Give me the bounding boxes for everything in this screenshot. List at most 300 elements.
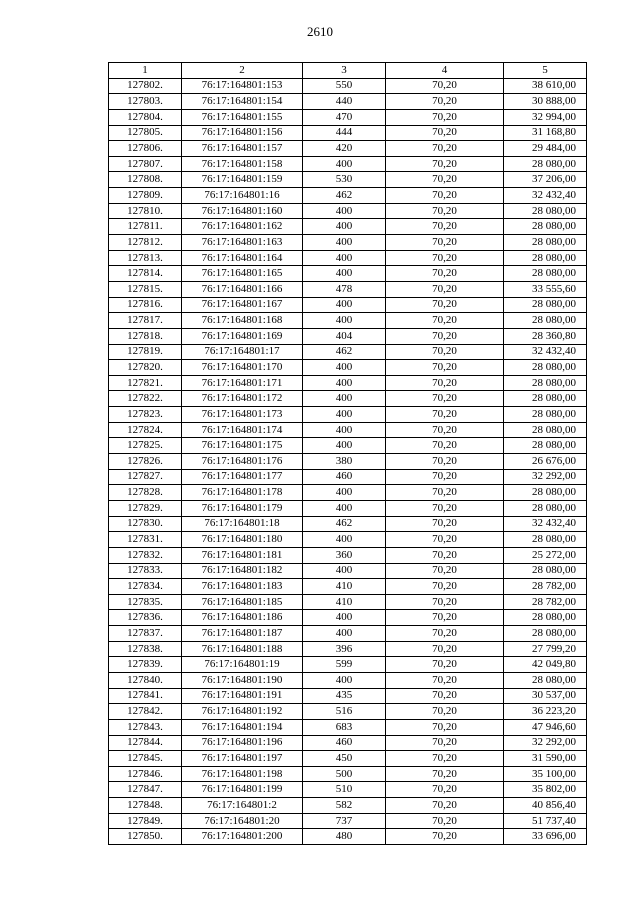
- row-number-cell: 127820.: [109, 360, 182, 376]
- table-row: [109, 281, 587, 297]
- area-cell: 400: [303, 563, 386, 579]
- cadastral-number-cell: 76:17:164801:165: [182, 266, 303, 282]
- cadastral-number-cell: 76:17:164801:187: [182, 626, 303, 642]
- amount-cell: 28 360,80: [504, 328, 587, 344]
- cadastral-number-cell: 76:17:164801:178: [182, 485, 303, 501]
- cadastral-number-cell: 76:17:164801:192: [182, 704, 303, 720]
- row-number-cell: 127850.: [109, 829, 182, 845]
- area-cell: 683: [303, 719, 386, 735]
- area-cell: 440: [303, 94, 386, 110]
- cadastral-number-cell: 76:17:164801:163: [182, 235, 303, 251]
- row-number-cell: 127839.: [109, 657, 182, 673]
- row-number-cell: 127837.: [109, 626, 182, 642]
- rate-cell: 70,20: [386, 532, 504, 548]
- amount-cell: 32 432,40: [504, 344, 587, 360]
- cadastral-number-cell: 76:17:164801:158: [182, 156, 303, 172]
- amount-cell: 32 994,00: [504, 109, 587, 125]
- row-number-cell: 127821.: [109, 375, 182, 391]
- cadastral-number-cell: 76:17:164801:196: [182, 735, 303, 751]
- row-number-cell: 127822.: [109, 391, 182, 407]
- rate-cell: 70,20: [386, 219, 504, 235]
- column-header-2: 2: [182, 63, 303, 79]
- header-row: [109, 63, 587, 79]
- table-row: [109, 344, 587, 360]
- cadastral-number-cell: 76:17:164801:154: [182, 94, 303, 110]
- table-row: [109, 78, 587, 94]
- table-row: [109, 297, 587, 313]
- amount-cell: 32 432,40: [504, 516, 587, 532]
- area-cell: 478: [303, 281, 386, 297]
- cadastral-number-cell: 76:17:164801:171: [182, 375, 303, 391]
- area-cell: 500: [303, 766, 386, 782]
- column-header-3: 3: [303, 63, 386, 79]
- amount-cell: 32 432,40: [504, 188, 587, 204]
- area-cell: 400: [303, 422, 386, 438]
- amount-cell: 30 537,00: [504, 688, 587, 704]
- area-cell: 400: [303, 391, 386, 407]
- column-header-1: 1: [109, 63, 182, 79]
- row-number-cell: 127808.: [109, 172, 182, 188]
- amount-cell: 28 080,00: [504, 422, 587, 438]
- amount-cell: 28 080,00: [504, 500, 587, 516]
- amount-cell: 47 946,60: [504, 719, 587, 735]
- cadastral-number-cell: 76:17:164801:157: [182, 141, 303, 157]
- amount-cell: 27 799,20: [504, 641, 587, 657]
- table-row: [109, 485, 587, 501]
- table-row: [109, 219, 587, 235]
- row-number-cell: 127809.: [109, 188, 182, 204]
- table-row: [109, 156, 587, 172]
- amount-cell: 33 696,00: [504, 829, 587, 845]
- cadastral-number-cell: 76:17:164801:181: [182, 547, 303, 563]
- row-number-cell: 127824.: [109, 422, 182, 438]
- cadastral-number-cell: 76:17:164801:168: [182, 313, 303, 329]
- amount-cell: 40 856,40: [504, 798, 587, 814]
- cadastral-number-cell: 76:17:164801:180: [182, 532, 303, 548]
- row-number-cell: 127812.: [109, 235, 182, 251]
- table-row: [109, 94, 587, 110]
- area-cell: 480: [303, 829, 386, 845]
- area-cell: 444: [303, 125, 386, 141]
- table-row: [109, 641, 587, 657]
- column-header-4: 4: [386, 63, 504, 79]
- amount-cell: 28 080,00: [504, 250, 587, 266]
- row-number-cell: 127823.: [109, 407, 182, 423]
- row-number-cell: 127830.: [109, 516, 182, 532]
- cadastral-number-cell: 76:17:164801:177: [182, 469, 303, 485]
- amount-cell: 35 802,00: [504, 782, 587, 798]
- amount-cell: 32 292,00: [504, 469, 587, 485]
- rate-cell: 70,20: [386, 328, 504, 344]
- amount-cell: 28 080,00: [504, 672, 587, 688]
- rate-cell: 70,20: [386, 516, 504, 532]
- table-row: [109, 125, 587, 141]
- cadastral-number-cell: 76:17:164801:155: [182, 109, 303, 125]
- amount-cell: 28 080,00: [504, 297, 587, 313]
- row-number-cell: 127833.: [109, 563, 182, 579]
- table-row: [109, 813, 587, 829]
- amount-cell: 28 080,00: [504, 407, 587, 423]
- row-number-cell: 127813.: [109, 250, 182, 266]
- area-cell: 435: [303, 688, 386, 704]
- rate-cell: 70,20: [386, 94, 504, 110]
- table-row: [109, 516, 587, 532]
- table-row: [109, 203, 587, 219]
- area-cell: 462: [303, 516, 386, 532]
- rate-cell: 70,20: [386, 485, 504, 501]
- table-row: [109, 657, 587, 673]
- cadastral-number-cell: 76:17:164801:167: [182, 297, 303, 313]
- rate-cell: 70,20: [386, 454, 504, 470]
- amount-cell: 28 080,00: [504, 360, 587, 376]
- amount-cell: 25 272,00: [504, 547, 587, 563]
- area-cell: 737: [303, 813, 386, 829]
- cadastral-number-cell: 76:17:164801:169: [182, 328, 303, 344]
- row-number-cell: 127804.: [109, 109, 182, 125]
- cadastral-number-cell: 76:17:164801:175: [182, 438, 303, 454]
- row-number-cell: 127826.: [109, 454, 182, 470]
- rate-cell: 70,20: [386, 407, 504, 423]
- cadastral-number-cell: 76:17:164801:194: [182, 719, 303, 735]
- rate-cell: 70,20: [386, 657, 504, 673]
- row-number-cell: 127836.: [109, 610, 182, 626]
- rate-cell: 70,20: [386, 141, 504, 157]
- rate-cell: 70,20: [386, 563, 504, 579]
- row-number-cell: 127831.: [109, 532, 182, 548]
- amount-cell: 42 049,80: [504, 657, 587, 673]
- area-cell: 400: [303, 485, 386, 501]
- table-row: [109, 313, 587, 329]
- cadastral-number-cell: 76:17:164801:166: [182, 281, 303, 297]
- table-row: [109, 407, 587, 423]
- row-number-cell: 127842.: [109, 704, 182, 720]
- rate-cell: 70,20: [386, 829, 504, 845]
- amount-cell: 38 610,00: [504, 78, 587, 94]
- cadastral-number-cell: 76:17:164801:185: [182, 594, 303, 610]
- rate-cell: 70,20: [386, 798, 504, 814]
- table-row: [109, 579, 587, 595]
- row-number-cell: 127814.: [109, 266, 182, 282]
- cadastral-number-cell: 76:17:164801:186: [182, 610, 303, 626]
- row-number-cell: 127838.: [109, 641, 182, 657]
- cadastral-number-cell: 76:17:164801:18: [182, 516, 303, 532]
- amount-cell: 29 484,00: [504, 141, 587, 157]
- row-number-cell: 127811.: [109, 219, 182, 235]
- area-cell: 400: [303, 313, 386, 329]
- cadastral-number-cell: 76:17:164801:172: [182, 391, 303, 407]
- row-number-cell: 127816.: [109, 297, 182, 313]
- table-row: [109, 438, 587, 454]
- amount-cell: 28 080,00: [504, 391, 587, 407]
- amount-cell: 28 080,00: [504, 610, 587, 626]
- cadastral-number-cell: 76:17:164801:156: [182, 125, 303, 141]
- area-cell: 404: [303, 328, 386, 344]
- amount-cell: 28 080,00: [504, 266, 587, 282]
- cadastral-number-cell: 76:17:164801:170: [182, 360, 303, 376]
- table-row: [109, 391, 587, 407]
- row-number-cell: 127802.: [109, 78, 182, 94]
- column-header-5: 5: [504, 63, 587, 79]
- rate-cell: 70,20: [386, 281, 504, 297]
- amount-cell: 28 080,00: [504, 438, 587, 454]
- cadastral-number-cell: 76:17:164801:153: [182, 78, 303, 94]
- cadastral-number-cell: 76:17:164801:160: [182, 203, 303, 219]
- area-cell: 400: [303, 156, 386, 172]
- rate-cell: 70,20: [386, 766, 504, 782]
- cadastral-number-cell: 76:17:164801:174: [182, 422, 303, 438]
- rate-cell: 70,20: [386, 719, 504, 735]
- amount-cell: 37 206,00: [504, 172, 587, 188]
- rate-cell: 70,20: [386, 125, 504, 141]
- area-cell: 400: [303, 297, 386, 313]
- row-number-cell: 127818.: [109, 328, 182, 344]
- area-cell: 400: [303, 266, 386, 282]
- table-row: [109, 672, 587, 688]
- rate-cell: 70,20: [386, 469, 504, 485]
- rate-cell: 70,20: [386, 203, 504, 219]
- row-number-cell: 127846.: [109, 766, 182, 782]
- rate-cell: 70,20: [386, 500, 504, 516]
- table-row: [109, 594, 587, 610]
- cadastral-number-cell: 76:17:164801:198: [182, 766, 303, 782]
- row-number-cell: 127829.: [109, 500, 182, 516]
- row-number-cell: 127848.: [109, 798, 182, 814]
- area-cell: 400: [303, 532, 386, 548]
- amount-cell: 35 100,00: [504, 766, 587, 782]
- amount-cell: 31 168,80: [504, 125, 587, 141]
- row-number-cell: 127843.: [109, 719, 182, 735]
- table-row: [109, 172, 587, 188]
- amount-cell: 26 676,00: [504, 454, 587, 470]
- row-number-cell: 127845.: [109, 751, 182, 767]
- row-number-cell: 127810.: [109, 203, 182, 219]
- row-number-cell: 127815.: [109, 281, 182, 297]
- area-cell: 450: [303, 751, 386, 767]
- rate-cell: 70,20: [386, 313, 504, 329]
- rate-cell: 70,20: [386, 626, 504, 642]
- rate-cell: 70,20: [386, 704, 504, 720]
- area-cell: 420: [303, 141, 386, 157]
- table-row: [109, 704, 587, 720]
- table-row: [109, 719, 587, 735]
- rate-cell: 70,20: [386, 344, 504, 360]
- rate-cell: 70,20: [386, 391, 504, 407]
- table-row: [109, 610, 587, 626]
- cadastral-number-cell: 76:17:164801:159: [182, 172, 303, 188]
- rate-cell: 70,20: [386, 438, 504, 454]
- table-row: [109, 547, 587, 563]
- cadastral-number-cell: 76:17:164801:182: [182, 563, 303, 579]
- table-row: [109, 360, 587, 376]
- area-cell: 400: [303, 250, 386, 266]
- area-cell: 400: [303, 610, 386, 626]
- area-cell: 360: [303, 547, 386, 563]
- row-number-cell: 127849.: [109, 813, 182, 829]
- amount-cell: 36 223,20: [504, 704, 587, 720]
- amount-cell: 28 080,00: [504, 313, 587, 329]
- cadastral-number-cell: 76:17:164801:164: [182, 250, 303, 266]
- cadastral-number-cell: 76:17:164801:188: [182, 641, 303, 657]
- table-row: [109, 751, 587, 767]
- cadastral-number-cell: 76:17:164801:190: [182, 672, 303, 688]
- area-cell: 400: [303, 375, 386, 391]
- amount-cell: 28 080,00: [504, 235, 587, 251]
- rate-cell: 70,20: [386, 360, 504, 376]
- amount-cell: 28 080,00: [504, 532, 587, 548]
- table-row: [109, 829, 587, 845]
- amount-cell: 28 080,00: [504, 563, 587, 579]
- rate-cell: 70,20: [386, 813, 504, 829]
- table-row: [109, 454, 587, 470]
- amount-cell: 30 888,00: [504, 94, 587, 110]
- table-row: [109, 766, 587, 782]
- table-row: [109, 563, 587, 579]
- cadastral-number-cell: 76:17:164801:191: [182, 688, 303, 704]
- rate-cell: 70,20: [386, 751, 504, 767]
- cadastral-number-cell: 76:17:164801:176: [182, 454, 303, 470]
- cadastral-number-cell: 76:17:164801:17: [182, 344, 303, 360]
- amount-cell: 33 555,60: [504, 281, 587, 297]
- cadastral-number-cell: 76:17:164801:179: [182, 500, 303, 516]
- amount-cell: 28 080,00: [504, 156, 587, 172]
- cadastral-number-cell: 76:17:164801:19: [182, 657, 303, 673]
- amount-cell: 28 782,00: [504, 594, 587, 610]
- rate-cell: 70,20: [386, 547, 504, 563]
- rate-cell: 70,20: [386, 78, 504, 94]
- area-cell: 470: [303, 109, 386, 125]
- cadastral-number-cell: 76:17:164801:197: [182, 751, 303, 767]
- amount-cell: 28 080,00: [504, 626, 587, 642]
- cadastral-number-cell: 76:17:164801:16: [182, 188, 303, 204]
- table-row: [109, 735, 587, 751]
- table-row: [109, 469, 587, 485]
- amount-cell: 28 080,00: [504, 203, 587, 219]
- table-row: [109, 188, 587, 204]
- row-number-cell: 127806.: [109, 141, 182, 157]
- table-row: [109, 328, 587, 344]
- data-table: [108, 62, 587, 845]
- rate-cell: 70,20: [386, 266, 504, 282]
- area-cell: 396: [303, 641, 386, 657]
- area-cell: 460: [303, 469, 386, 485]
- area-cell: 582: [303, 798, 386, 814]
- table-row: [109, 782, 587, 798]
- rate-cell: 70,20: [386, 641, 504, 657]
- table-row: [109, 375, 587, 391]
- area-cell: 460: [303, 735, 386, 751]
- area-cell: 410: [303, 594, 386, 610]
- area-cell: 462: [303, 188, 386, 204]
- row-number-cell: 127819.: [109, 344, 182, 360]
- row-number-cell: 127847.: [109, 782, 182, 798]
- amount-cell: 51 737,40: [504, 813, 587, 829]
- cadastral-number-cell: 76:17:164801:200: [182, 829, 303, 845]
- table-row: [109, 422, 587, 438]
- area-cell: 550: [303, 78, 386, 94]
- rate-cell: 70,20: [386, 610, 504, 626]
- table-row: [109, 109, 587, 125]
- rate-cell: 70,20: [386, 672, 504, 688]
- area-cell: 530: [303, 172, 386, 188]
- row-number-cell: 127844.: [109, 735, 182, 751]
- row-number-cell: 127841.: [109, 688, 182, 704]
- area-cell: 410: [303, 579, 386, 595]
- area-cell: 599: [303, 657, 386, 673]
- rate-cell: 70,20: [386, 688, 504, 704]
- amount-cell: 32 292,00: [504, 735, 587, 751]
- table-row: [109, 235, 587, 251]
- amount-cell: 28 080,00: [504, 485, 587, 501]
- cadastral-number-cell: 76:17:164801:183: [182, 579, 303, 595]
- cadastral-number-cell: 76:17:164801:199: [182, 782, 303, 798]
- area-cell: 510: [303, 782, 386, 798]
- area-cell: 516: [303, 704, 386, 720]
- rate-cell: 70,20: [386, 109, 504, 125]
- area-cell: 400: [303, 360, 386, 376]
- row-number-cell: 127805.: [109, 125, 182, 141]
- rate-cell: 70,20: [386, 735, 504, 751]
- amount-cell: 28 080,00: [504, 219, 587, 235]
- rate-cell: 70,20: [386, 422, 504, 438]
- row-number-cell: 127827.: [109, 469, 182, 485]
- page-number: 2610: [307, 24, 333, 39]
- table-row: [109, 266, 587, 282]
- amount-cell: 28 080,00: [504, 375, 587, 391]
- area-cell: 400: [303, 626, 386, 642]
- area-cell: 400: [303, 500, 386, 516]
- cadastral-number-cell: 76:17:164801:20: [182, 813, 303, 829]
- area-cell: 400: [303, 672, 386, 688]
- cadastral-number-cell: 76:17:164801:162: [182, 219, 303, 235]
- row-number-cell: 127803.: [109, 94, 182, 110]
- row-number-cell: 127840.: [109, 672, 182, 688]
- rate-cell: 70,20: [386, 235, 504, 251]
- area-cell: 400: [303, 438, 386, 454]
- table-row: [109, 798, 587, 814]
- row-number-cell: 127834.: [109, 579, 182, 595]
- rate-cell: 70,20: [386, 172, 504, 188]
- table-row: [109, 626, 587, 642]
- rate-cell: 70,20: [386, 156, 504, 172]
- rate-cell: 70,20: [386, 594, 504, 610]
- amount-cell: 28 782,00: [504, 579, 587, 595]
- table-row: [109, 500, 587, 516]
- table-row: [109, 532, 587, 548]
- row-number-cell: 127832.: [109, 547, 182, 563]
- table-row: [109, 688, 587, 704]
- area-cell: 400: [303, 407, 386, 423]
- area-cell: 400: [303, 235, 386, 251]
- rate-cell: 70,20: [386, 188, 504, 204]
- rate-cell: 70,20: [386, 250, 504, 266]
- rate-cell: 70,20: [386, 782, 504, 798]
- row-number-cell: 127807.: [109, 156, 182, 172]
- rate-cell: 70,20: [386, 375, 504, 391]
- area-cell: 400: [303, 219, 386, 235]
- rate-cell: 70,20: [386, 297, 504, 313]
- cadastral-number-cell: 76:17:164801:2: [182, 798, 303, 814]
- rate-cell: 70,20: [386, 579, 504, 595]
- row-number-cell: 127828.: [109, 485, 182, 501]
- area-cell: 462: [303, 344, 386, 360]
- row-number-cell: 127835.: [109, 594, 182, 610]
- table-body: [109, 78, 587, 844]
- row-number-cell: 127817.: [109, 313, 182, 329]
- row-number-cell: 127825.: [109, 438, 182, 454]
- area-cell: 400: [303, 203, 386, 219]
- table-row: [109, 250, 587, 266]
- cadastral-number-cell: 76:17:164801:173: [182, 407, 303, 423]
